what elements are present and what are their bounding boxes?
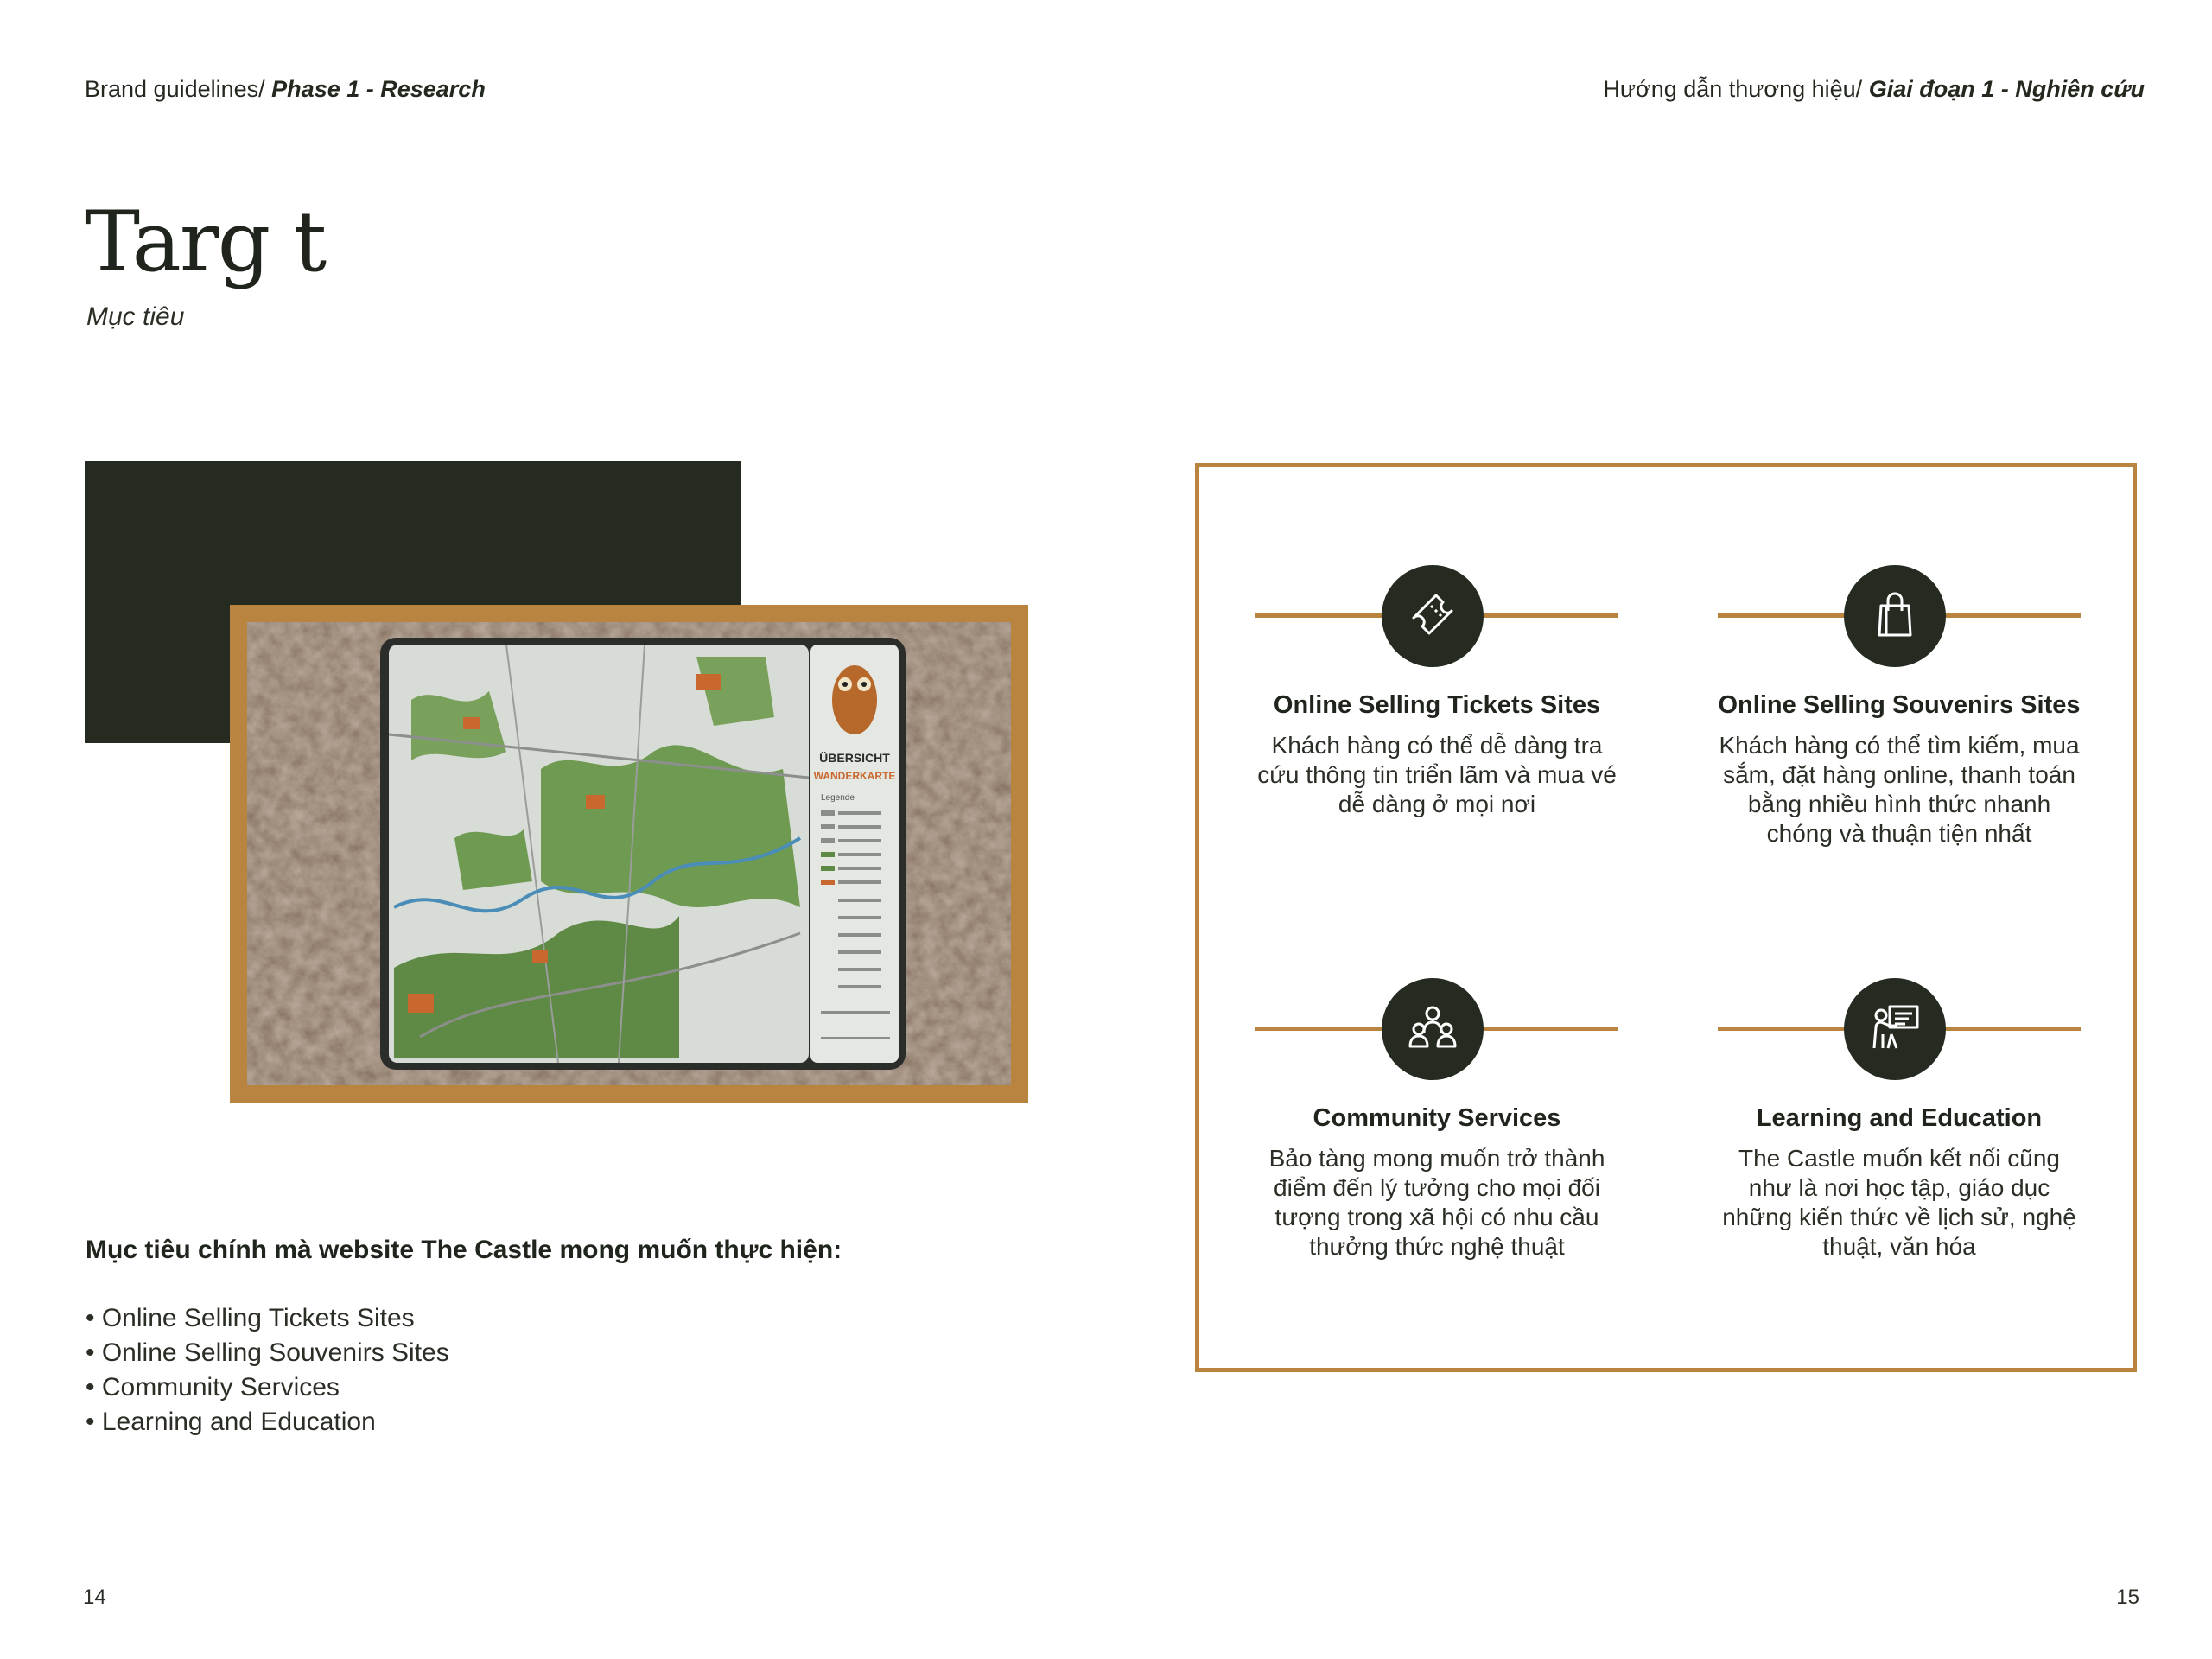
map-heading: ÜBERSICHT — [819, 751, 890, 765]
feature-description: The Castle muốn kết nối cũng như là nơi học tập, giáo dục những kiến thức về lịch sử, nghệ thuật, văn hóa — [1722, 1145, 2076, 1260]
intro-lead: Mục tiêu chính mà website The Castle mong muốn thực hiện: — [86, 1236, 842, 1264]
list-item: • Learning and Education — [86, 1405, 449, 1440]
header-left-prefix: Brand guidelines/ — [85, 76, 265, 102]
header-right — [1603, 76, 2145, 103]
feature-description: Khách hàng có thể dễ dàng tra cứu thông tin triển lãm và mua vé dễ dàng ở mọi nơi — [1257, 732, 1617, 817]
feature-title: Online Selling Tickets Sites — [1273, 691, 1601, 719]
list-item: • Online Selling Souvenirs Sites — [86, 1336, 449, 1370]
teacher-board-icon — [1867, 1000, 1923, 1059]
page-title: Targ t — [85, 194, 326, 290]
feature-title: Learning and Education — [1756, 1104, 2043, 1132]
header-right-emphasis: Giai đoạn 1 - Nghiên cứu — [1868, 76, 2145, 102]
map-photo-frame — [230, 605, 1028, 1103]
feature-icon-circle — [1844, 978, 1946, 1080]
map-photo — [247, 622, 1011, 1085]
page-number-right: 15 — [2116, 1586, 2139, 1609]
ticket-icon — [1405, 587, 1460, 646]
list-item: • Community Services — [86, 1370, 449, 1405]
feature-icon-circle — [1382, 565, 1484, 667]
map-legend-label: Legende — [821, 793, 855, 803]
feature-description: Khách hàng có thể tìm kiếm, mua sắm, đặt hàng online, thanh toán bằng nhiều hình thức nhanh chóng và thuận tiện nhất — [1719, 732, 2080, 847]
feature-description: Bảo tàng mong muốn trở thành điểm đến lý tưởng cho mọi đối tượng trong xã hội có nhu cầu thưởng thức nghệ thuật — [1268, 1145, 1605, 1260]
header-left — [85, 76, 486, 103]
header-right-prefix: Hướng dẫn thương hiệu/ — [1603, 76, 1863, 102]
page-number-left: 14 — [83, 1586, 106, 1609]
goal-list — [86, 1301, 449, 1440]
list-item: • Online Selling Tickets Sites — [86, 1301, 449, 1336]
map-subheading: WANDERKARTE — [813, 770, 896, 782]
feature-icon-circle — [1382, 978, 1484, 1080]
feature-icon-circle — [1844, 565, 1946, 667]
feature-title: Online Selling Souvenirs Sites — [1718, 691, 2081, 719]
page-subtitle: Mục tiêu — [86, 302, 185, 331]
shopping-bag-icon — [1867, 587, 1923, 646]
community-icon — [1405, 1000, 1460, 1059]
header-left-emphasis: Phase 1 - Research — [271, 76, 486, 102]
map-photo-illustration — [247, 622, 1011, 1085]
feature-title: Community Services — [1313, 1104, 1561, 1132]
